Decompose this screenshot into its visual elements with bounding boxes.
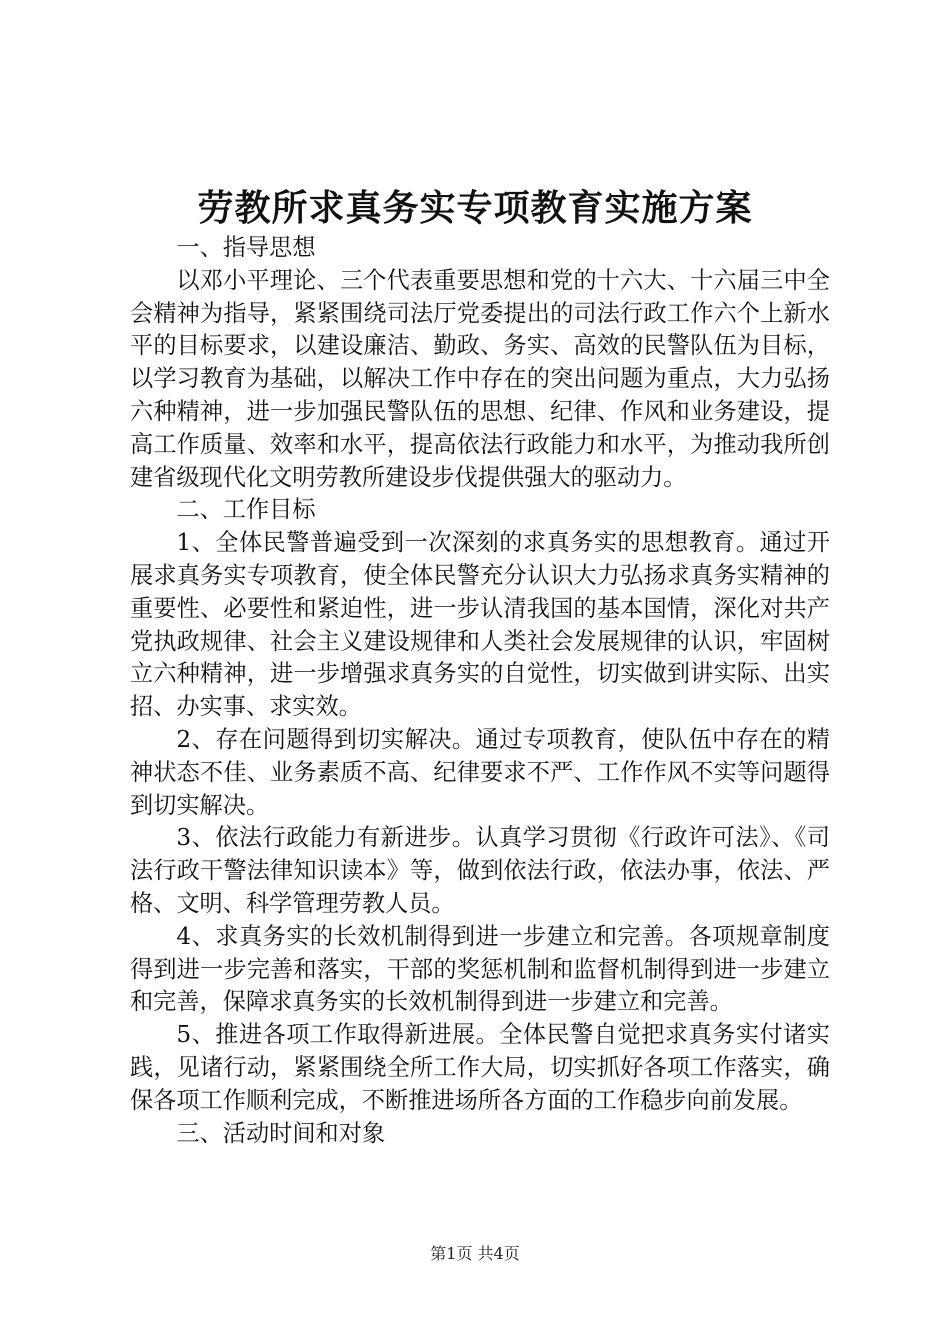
document-body <box>130 232 830 1150</box>
section-heading-work-goals: 二、工作目标 <box>176 496 316 524</box>
paragraph-goal-5: 5、推进各项工作取得新进展。全体民警自觉把求真务实付诸实践，见诸行动，紧紧围绕全所工作大局，切实抓好各项工作落实，确保各项工作顺利完成，不断推进场所各方面的工作稳步向前发展。 <box>130 1021 830 1114</box>
paragraph-goal-4: 4、求真务实的长效机制得到进一步建立和完善。各项规章制度得到进一步完善和落实，干部的奖惩机制和监督机制得到进一步建立和完善，保障求真务实的长效机制得到进一步建立和完善。 <box>130 922 830 1016</box>
section-heading-activity-time: 三、活动时间和对象 <box>176 1119 386 1147</box>
page-number-footer: 第1页 共4页 <box>430 1244 520 1263</box>
document-title: 劳教所求真务实专项教育实施方案 <box>197 187 753 229</box>
paragraph-goal-1: 1、全体民警普遍受到一次深刻的求真务实的思想教育。通过开展求真务实专项教育，使全体民警充分认识大力弘扬求真务实精神的重要性、必要性和紧迫性，进一步认清我国的基本国情，深化对共产党执政规律、社会主义建设规律和人类社会发展规律的认识，牢固树立六种精神，进一步增强求真务实的自觉性，切实做到讲实际、出实招、办实事、求实效。 <box>130 529 830 721</box>
paragraph-guiding-thought: 以邓小平理论、三个代表重要思想和党的十六大、十六届三中全会精神为指导，紧紧围绕司法厅党委提出的司法行政工作六个上新水平的目标要求，以建设廉洁、勤政、务实、高效的民警队伍为目标，以学习教育为基础，以解决工作中存在的突出问题为重点，大力弘扬六种精神，进一步加强民警队伍的思想、纪律、作风和业务建设，提高工作质量、效率和水平，提高依法行政能力和水平，为推动我所创建省级现代化文明劳教所建设步伐提供强大的驱动力。 <box>130 266 830 491</box>
section-heading-guiding-thought: 一、指导思想 <box>176 234 316 261</box>
paragraph-goal-3: 3、依法行政能力有新进步。认真学习贯彻《行政许可法》、《司法行政干警法律知识读本》等，做到依法行政，依法办事，依法、严格、文明、科学管理劳教人员。 <box>130 824 830 917</box>
paragraph-goal-2: 2、存在问题得到切实解决。通过专项教育，使队伍中存在的精神状态不佳、业务素质不高、纪律要求不严、工作作风不实等问题得到切实解决。 <box>130 725 830 819</box>
